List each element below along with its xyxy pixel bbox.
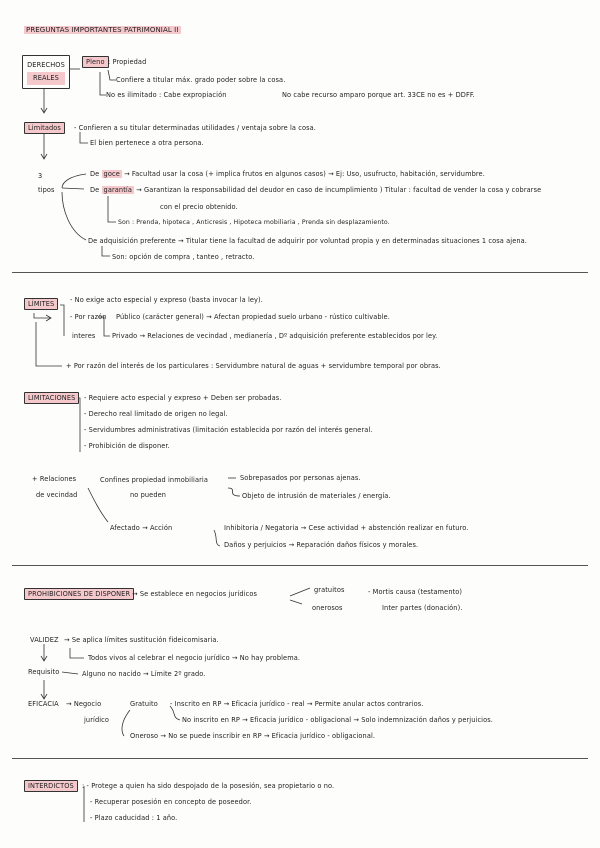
relaciones-label: + Relaciones (32, 475, 77, 483)
validez-label: VALIDEZ (30, 636, 59, 644)
limitaciones-box: LIMITACIONES (24, 392, 79, 404)
establece-text: → Se establece en negocios jurídicos (132, 590, 258, 598)
interdictos-box: INTERDICTOS (24, 780, 78, 792)
eficacia-label: EFICACIA (28, 700, 59, 708)
publico-text: Público (carácter general) → Afectan propiedad suelo urbano - rústico cultivable. (116, 313, 390, 321)
page-title: PREGUNTAS IMPORTANTES PATRIMONIAL II (26, 26, 179, 34)
onerosos-text: onerosos (312, 604, 343, 612)
afectado-text: Afectado → Acción (110, 524, 173, 532)
confiere-text: Confiere a titular máx. grado poder sobre la cosa. (116, 76, 286, 84)
tipos-label: tipos (38, 186, 55, 194)
oneroso-text: Oneroso → No se puede inscribir en RP → Eficacia jurídico - obligacional. (130, 732, 376, 740)
interdictos-l3: - Plazo caducidad : 1 año. (90, 814, 178, 822)
recurso-text: No cabe recurso amparo porque art. 33CE no es + DDFF. (282, 91, 475, 99)
inscrito-text: - Inscrito en RP → Eficacia jurídico - real → Permite anular actos contrarios. (170, 700, 424, 708)
danos-text: Daños y perjuicios → Reparación daños físicos y morales. (224, 541, 419, 549)
privado-text: Privado → Relaciones de vecindad , medianería , Dº adquisición preferente establecidos por ley. (112, 332, 438, 340)
interdictos-l1: : - Protege a quien ha sido despojado de la posesión, sea propietario o no. (82, 782, 335, 790)
alguno-text: Alguno no nacido → Límite 2º grado. (82, 670, 206, 678)
limitaciones-l3: - Servidumbres administrativas (limitación establecida por razón del interés general. (84, 426, 373, 434)
garantia-precio: con el precio obtenido. (160, 203, 238, 211)
garantia-line: De garantía → Garantizan la responsabilidad del deudor en caso de incumplimiento ) Titular : facultad de vender la cosa y cobrarse (90, 186, 542, 194)
confieren-text: - Confieren a su titular determinadas utilidades / ventaja sobre la cosa. (74, 124, 317, 132)
negocio-text: → Negocio (66, 700, 102, 708)
gratuitos-text: gratuitos (314, 586, 345, 594)
sobrepasados-text: Sobrepasados por personas ajenas. (240, 474, 361, 482)
no-pueden-text: no pueden (130, 491, 167, 499)
prohibiciones-box: PROHIBICIONES DE DISPONER (24, 588, 134, 600)
bien-text: El bien pertenece a otra persona. (90, 139, 204, 147)
requisito-label: Requisito (28, 668, 60, 676)
derechos-label: DERECHOS (27, 61, 65, 69)
por-razon: - Por razón (70, 313, 107, 321)
juridico-text: jurídico (84, 716, 110, 724)
tres-label: 3 (38, 172, 43, 180)
section-divider (12, 565, 588, 566)
ilimitado-text: No es ilimitado : Cabe expropiación (106, 91, 227, 99)
reales-label: REALES (27, 72, 65, 85)
propiedad-text: : Propiedad (108, 58, 147, 66)
gratuito-text: Gratuito (130, 700, 158, 708)
vecindad-label: de vecindad (36, 491, 78, 499)
objeto-text: Objeto de intrusión de materiales / energía. (242, 492, 391, 500)
confines-text: Confines propiedad inmobiliaria (100, 476, 208, 484)
limitados-box: Limitados (24, 122, 65, 134)
section-divider (12, 758, 588, 759)
goce-line: De goce → Facultad usar la cosa (+ implica frutos en algunos casos) → Ej: Uso, usufructo, habitación, servidumbre. (90, 170, 485, 178)
particulares-text: + Por razón del interés de los particulares : Servidumbre natural de aguas + servidumbre temporal por obras. (66, 362, 441, 370)
limitaciones-l1: - Requiere acto especial y expreso + Deben ser probadas. (84, 394, 282, 402)
adquisicion-son: Son: opción de compra , tanteo , retracto. (112, 253, 255, 261)
todos-text: Todos vivos al celebrar el negocio jurídico → No hay problema. (88, 654, 301, 662)
no-inscrito-text: No inscrito en RP → Eficacia jurídico - obligacional → Solo indemnización daños y perjuicios. (182, 716, 493, 724)
adquisicion-line: De adquisición preferente → Titular tiene la facultad de adquirir por voluntad propia y en determinadas situaciones 1 cosa ajena. (88, 237, 527, 245)
garantia-son: Son : Prenda, hipoteca , Anticresis , Hipoteca mobiliaria , Prenda sin desplazamiento. (118, 219, 390, 226)
pleno-box: Pleno (82, 56, 109, 68)
interes-label: interes (72, 332, 96, 340)
section-divider (12, 272, 588, 273)
aplica-text: → Se aplica límites sustitución fideicomisaria. (64, 636, 219, 644)
interdictos-l2: - Recuperar posesión en concepto de poseedor. (90, 798, 252, 806)
mortis-text: - Mortis causa (testamento) (368, 588, 463, 596)
limites-box: LÍMITES (24, 298, 58, 310)
limitaciones-l2: - Derecho real limitado de origen no legal. (84, 410, 228, 418)
inter-text: Inter partes (donación). (382, 604, 463, 612)
derechos-reales-box (22, 55, 70, 89)
inhibitoria-text: Inhibitoria / Negatoria → Cese actividad + abstención realizar en futuro. (224, 524, 469, 532)
limitaciones-l4: - Prohibición de disponer. (84, 442, 170, 450)
limites-l1: - No exige acto especial y expreso (basta invocar la ley). (70, 296, 263, 304)
